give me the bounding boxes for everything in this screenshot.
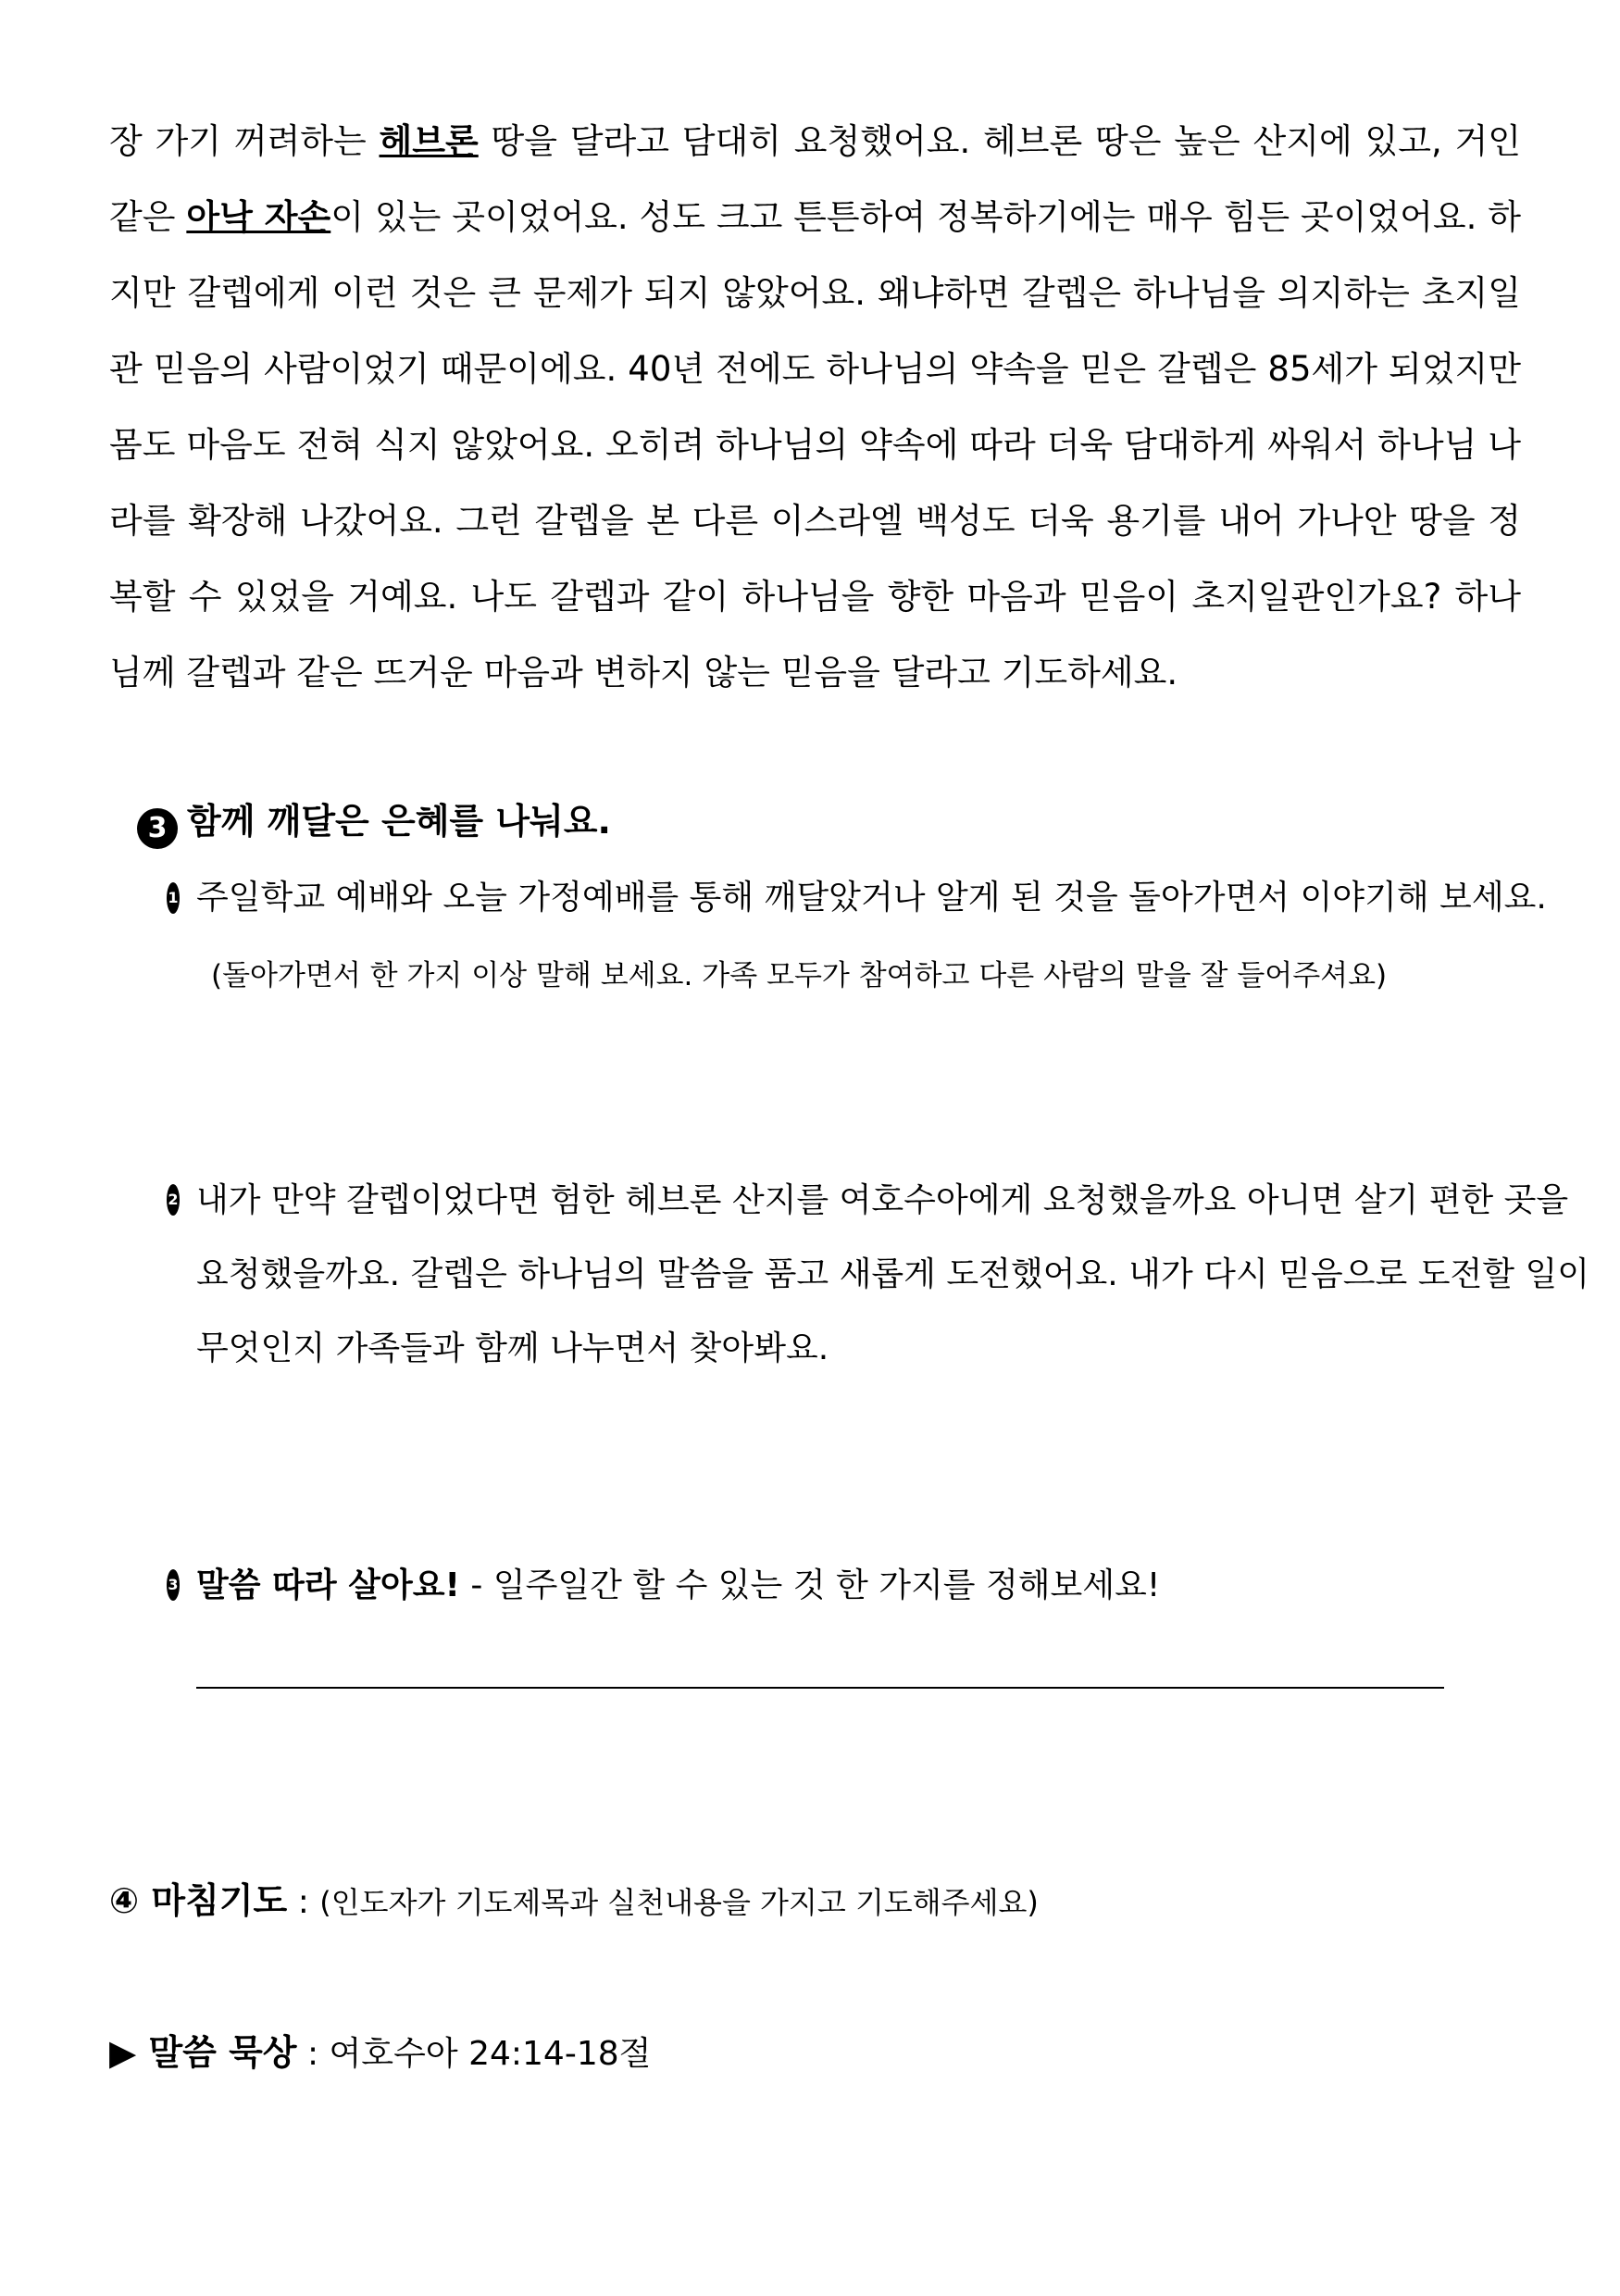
item-1-text: 주일학교 예배와 오늘 가정예배를 통해 깨달았거나 알게 된 것을 돌아가면서 이야기해 보세요.	[196, 879, 1547, 917]
section-title: 함께 깨달은 은혜를 나눠요.	[187, 801, 611, 842]
item-1	[167, 861, 1547, 935]
item-2	[167, 1164, 1590, 1386]
closing-prayer	[109, 1872, 1039, 1923]
meditation-sep: :	[296, 2035, 330, 2073]
answer-line[interactable]	[196, 1687, 1444, 1689]
item-2-line-2: 요청했을까요. 갈렙은 하나님의 말씀을 품고 새롭게 도전했어요. 내가 다시 믿음으로 도전할 일이	[196, 1255, 1590, 1293]
closing-prayer-label: ④ 마침기도	[109, 1880, 288, 1921]
intro-pre: 장 가기 꺼려하는	[109, 121, 380, 161]
item-3-rest: - 일주일간 할 수 있는 것 한 가지를 정해보세요!	[459, 1566, 1161, 1604]
meditation	[109, 2024, 651, 2075]
item-3-bold: 말씀 따라 살아요!	[196, 1566, 460, 1604]
item-3	[167, 1549, 1521, 1623]
section-number-badge: 3	[137, 808, 178, 849]
item-2-marker: 2	[167, 1184, 180, 1216]
item-2-line-3: 무엇인지 가족들과 함께 나누면서 찾아봐요.	[196, 1329, 829, 1367]
closing-prayer-sep: :	[287, 1883, 320, 1921]
closing-prayer-text: (인도자가 기도제목과 실천내용을 가지고 기도해주세요)	[319, 1885, 1039, 1920]
item-3-marker: 3	[167, 1569, 180, 1601]
intro-rest: 이 있는 곳이었어요. 성도 크고 튼튼하여 정복하기에는 매우 힘든 곳이었어요. 하지만 갈렙에게 이런 것은 큰 문제가 되지 않았어요. 왜냐하면 갈렙은 하나님을 의지하는 초지일관 믿음의 사람이었기 때문이에요. 40년 전에도 하나님의 약속을 믿은 갈렙은 85세가 되었지만 몸도 마음도 전혀 식지 않았어요. 오히려 하나님의 약속에 따라 더욱 담대하게 싸워서 하나님 나라를 확장해 나갔어요. 그런 갈렙을 본 다른 이스라엘 백성도 더욱 용기를 내어 가나안 땅을 정복할 수 있었을 거예요. 나도 갈렙과 같이 하나님을 향한 마음과 믿음이 초지일관인가요? 하나님께 갈렙과 같은 뜨거운 마음과 변하지 않는 믿음을 달라고 기도하세요.	[109, 197, 1521, 693]
keyword-anakites: 아낙 자손	[186, 197, 331, 237]
intro-mid: 땅을 달라고 담대히 요청했어요. 헤브론 땅은 높은 산지에 있고, 거인 같은	[109, 121, 1522, 237]
item-1-note: (돌아가면서 한 가지 이상 말해 보세요. 가족 모두가 참여하고 다른 사람의 말을 잘 들어주셔요)	[211, 959, 1388, 992]
meditation-text: 여호수아 24:14-18절	[329, 2035, 652, 2073]
item-1-marker: 1	[167, 882, 180, 914]
item-3-text	[167, 1549, 1521, 1623]
section-3-heading	[137, 792, 611, 849]
meditation-label: ▶ 말씀 묵상	[109, 2032, 297, 2073]
intro-paragraph	[109, 104, 1521, 711]
item-2-line-1: 내가 만약 갈렙이었다면 험한 헤브론 산지를 여호수아에게 요청했을까요 아니면 살기 편한 곳을	[196, 1181, 1569, 1219]
keyword-hebron: 헤브론	[379, 121, 479, 161]
